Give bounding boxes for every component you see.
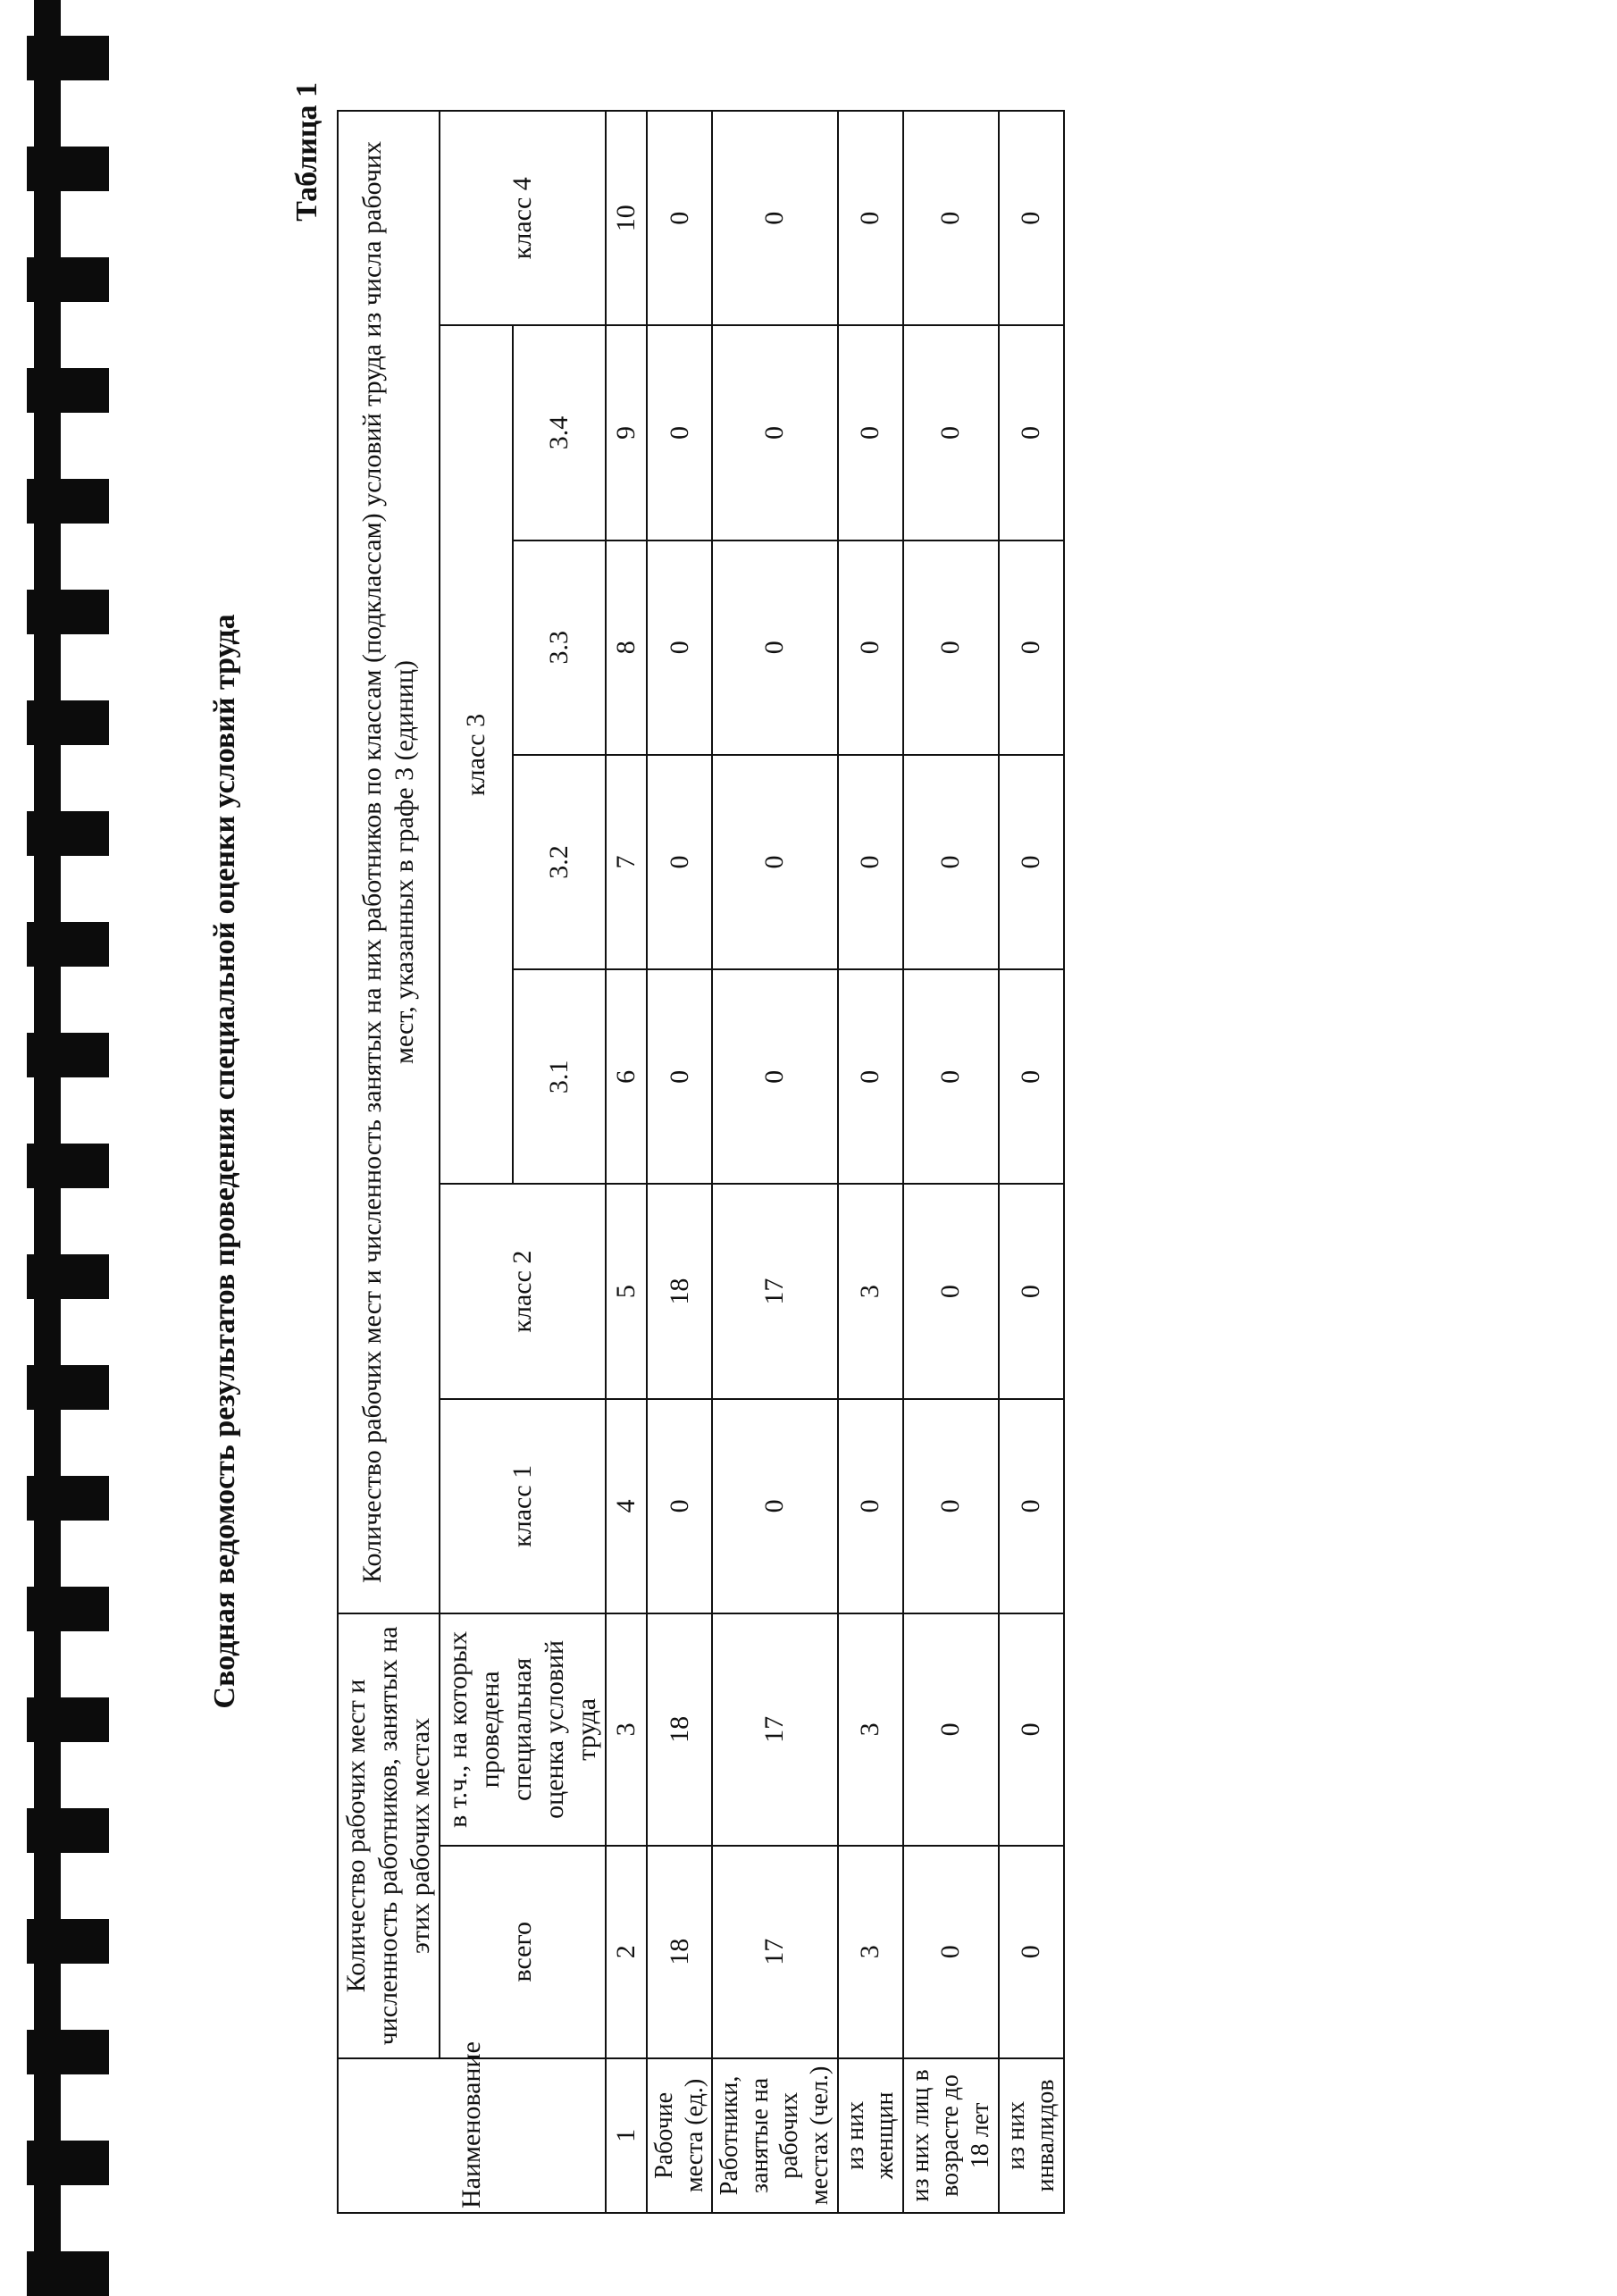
cell-value: 17 xyxy=(712,1613,837,1846)
cell-value: 18 xyxy=(647,1846,712,2058)
column-number: 5 xyxy=(606,1184,647,1398)
cell-value: 0 xyxy=(712,540,837,755)
cell-value: 0 xyxy=(838,540,903,755)
table-label: Таблица 1 xyxy=(290,82,323,222)
table-row xyxy=(903,111,999,2213)
cell-value: 3 xyxy=(838,1184,903,1398)
cell-value: 0 xyxy=(647,325,712,540)
row-name: Работники, занятые на рабочих местах (чел.) xyxy=(712,2058,837,2213)
header-class2: класс 2 xyxy=(440,1184,606,1398)
cell-value: 0 xyxy=(647,540,712,755)
binding-tooth xyxy=(27,700,109,745)
column-number: 9 xyxy=(606,325,647,540)
binding-tooth xyxy=(27,2251,109,2296)
row-name: Рабочие места (ед.) xyxy=(647,2058,712,2213)
binding-tooth xyxy=(27,1033,109,1077)
cell-value: 18 xyxy=(647,1184,712,1398)
cell-value: 0 xyxy=(838,1399,903,1613)
cell-value: 0 xyxy=(838,969,903,1184)
cell-value: 0 xyxy=(712,1399,837,1613)
cell-value: 17 xyxy=(712,1184,837,1398)
header-sub-3-2: 3.2 xyxy=(513,755,606,969)
column-number: 3 xyxy=(606,1613,647,1846)
binding-tooth xyxy=(27,1587,109,1631)
binding-tooth xyxy=(27,922,109,967)
header-total: всего xyxy=(440,1846,606,2058)
cell-value: 0 xyxy=(903,1846,999,2058)
cell-value: 0 xyxy=(903,1399,999,1613)
header-sub-3-4: 3.4 xyxy=(513,325,606,540)
binding-tooth xyxy=(27,1476,109,1521)
cell-value: 0 xyxy=(712,969,837,1184)
row-name: из них женщин xyxy=(838,2058,903,2213)
binding-tooth xyxy=(27,811,109,856)
column-number: 6 xyxy=(606,969,647,1184)
cell-value: 0 xyxy=(999,969,1064,1184)
binding-tooth xyxy=(27,2141,109,2185)
cell-value: 0 xyxy=(838,111,903,325)
header-assessed: в т.ч., на которых проведена специальная оценка условий труда xyxy=(440,1613,606,1846)
cell-value: 0 xyxy=(903,1613,999,1846)
cell-value: 0 xyxy=(999,111,1064,325)
cell-value: 0 xyxy=(838,325,903,540)
rotated-page xyxy=(183,71,1452,2251)
summary-table xyxy=(337,110,1065,2214)
cell-value: 0 xyxy=(903,540,999,755)
table-row xyxy=(712,111,837,2213)
header-sub-3-3: 3.3 xyxy=(513,540,606,755)
header-class1: класс 1 xyxy=(440,1399,606,1613)
cell-value: 0 xyxy=(647,755,712,969)
cell-value: 0 xyxy=(999,1613,1064,1846)
header-classes-group: Количество рабочих мест и численность занятых на них работников по классам (подклассам) условий труда из числа рабочих мест, указанных в графе 3 (единиц) xyxy=(338,111,440,1613)
cell-value: 0 xyxy=(999,1399,1064,1613)
header-workplaces-group: Количество рабочих мест и численность работников, занятых на этих рабочих местах xyxy=(338,1613,440,2058)
cell-value: 0 xyxy=(838,755,903,969)
column-number: 4 xyxy=(606,1399,647,1613)
binding-strip xyxy=(0,0,134,2287)
document-title: Сводная ведомость результатов проведения специальной оценки условий труда xyxy=(208,614,241,1709)
row-name: из них лиц в возрасте до 18 лет xyxy=(903,2058,999,2213)
column-number: 7 xyxy=(606,755,647,969)
header-sub-3-1: 3.1 xyxy=(513,969,606,1184)
cell-value: 0 xyxy=(903,755,999,969)
binding-tooth xyxy=(27,1697,109,1742)
cell-value: 0 xyxy=(712,325,837,540)
table-row xyxy=(838,111,903,2213)
cell-value: 0 xyxy=(647,969,712,1184)
table-row xyxy=(999,111,1064,2213)
cell-value: 0 xyxy=(903,111,999,325)
cell-value: 0 xyxy=(712,111,837,325)
cell-value: 0 xyxy=(999,325,1064,540)
column-number-row xyxy=(606,111,647,2213)
cell-value: 0 xyxy=(999,755,1064,969)
header-name: Наименование xyxy=(338,2058,606,2213)
binding-tooth xyxy=(27,2030,109,2074)
cell-value: 18 xyxy=(647,1613,712,1846)
binding-tooth xyxy=(27,36,109,80)
cell-value: 3 xyxy=(838,1846,903,2058)
column-number: 2 xyxy=(606,1846,647,2058)
cell-value: 0 xyxy=(999,1184,1064,1398)
header-class4: класс 4 xyxy=(440,111,606,325)
binding-tooth xyxy=(27,1808,109,1853)
column-number: 10 xyxy=(606,111,647,325)
column-number: 1 xyxy=(606,2058,647,2213)
binding-tooth xyxy=(27,147,109,191)
binding-tooth xyxy=(27,590,109,634)
binding-tooth xyxy=(27,1365,109,1410)
cell-value: 0 xyxy=(903,969,999,1184)
binding-tooth xyxy=(27,1254,109,1299)
cell-value: 0 xyxy=(999,1846,1064,2058)
column-number: 8 xyxy=(606,540,647,755)
header-class3: класс 3 xyxy=(440,325,513,1184)
cell-value: 0 xyxy=(647,1399,712,1613)
cell-value: 17 xyxy=(712,1846,837,2058)
cell-value: 0 xyxy=(903,325,999,540)
cell-value: 0 xyxy=(647,111,712,325)
cell-value: 0 xyxy=(712,755,837,969)
row-name: из них инвалидов xyxy=(999,2058,1064,2213)
binding-tooth xyxy=(27,1919,109,1964)
binding-tooth xyxy=(27,479,109,524)
cell-value: 0 xyxy=(999,540,1064,755)
binding-tooth xyxy=(27,368,109,413)
binding-tooth xyxy=(27,257,109,302)
cell-value: 3 xyxy=(838,1613,903,1846)
binding-tooth xyxy=(27,1144,109,1188)
table-row xyxy=(647,111,712,2213)
cell-value: 0 xyxy=(903,1184,999,1398)
